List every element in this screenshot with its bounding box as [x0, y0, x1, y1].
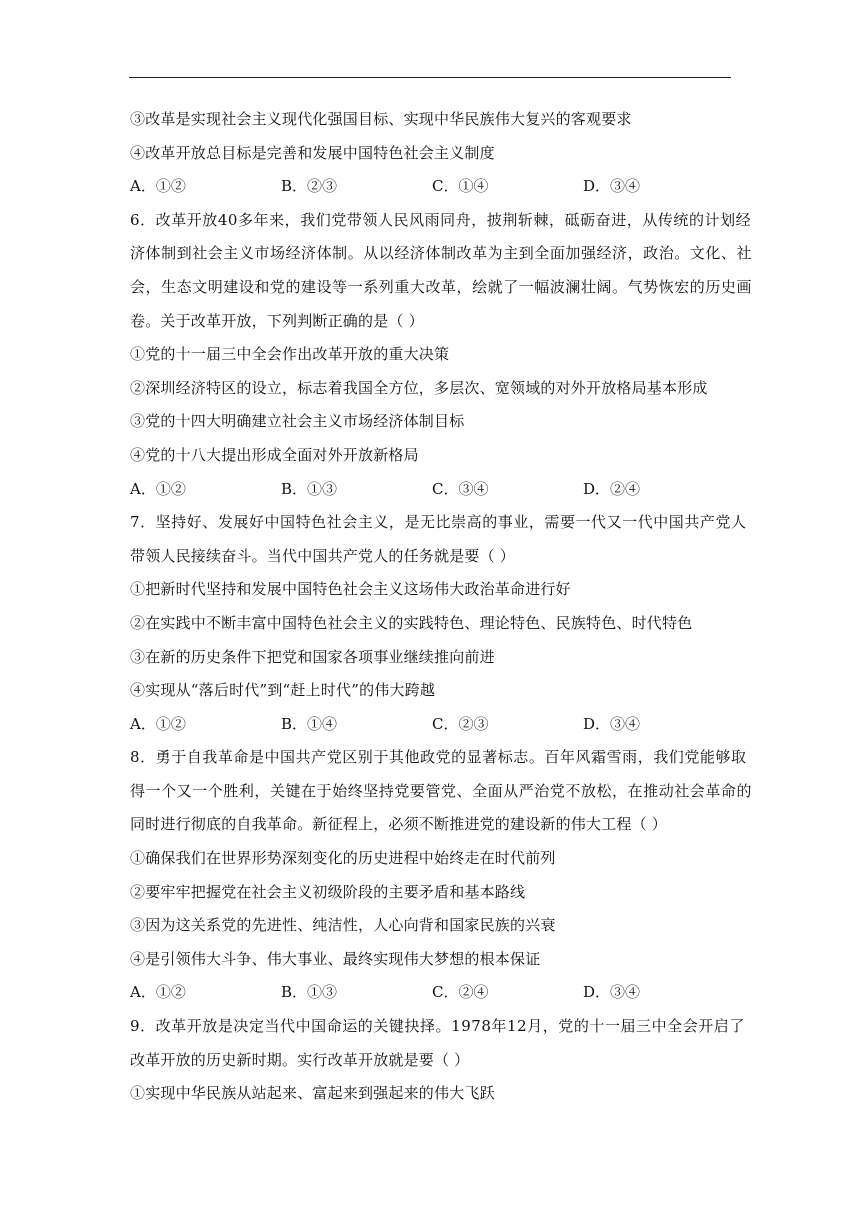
question-stem: 6．改革开放40多年来，我们党带领人民风雨同舟，披荆斩棘，砥砺奋进，从传统的计划经	[130, 210, 752, 229]
option-d: D．②④	[583, 479, 641, 498]
option-b: B．①④	[281, 714, 338, 733]
option-b: B．②③	[281, 177, 338, 196]
option-c: C．①④	[432, 177, 489, 196]
question-stem: 同时进行彻底的自我革命。新征程上，必须不断推进党的建设新的伟大工程（ ）	[130, 815, 667, 834]
question-5-tail	[130, 103, 740, 204]
option-c: C．③④	[432, 479, 489, 498]
option-d: D．③④	[583, 714, 641, 733]
answer-options	[130, 708, 740, 742]
question-stem: 7．坚持好、发展好中国特色社会主义，是无比崇高的事业，需要一代又一代中国共产党人	[130, 513, 747, 532]
answer-options	[130, 473, 740, 507]
statement: ②要牢牢把握党在社会主义初级阶段的主要矛盾和基本路线	[130, 882, 526, 901]
question-stem: 9．改革开放是决定当代中国命运的关键抉择。1978年12月，党的十一届三中全会开启了	[130, 1017, 745, 1036]
statement: ①把新时代坚持和发展中国特色社会主义这场伟大政治革命进行好	[130, 580, 571, 599]
option-a: A．①②	[130, 983, 186, 1002]
question-7	[130, 506, 747, 741]
option-b: B．①③	[281, 983, 338, 1002]
question-stem: 带领人民接续奋斗。当代中国共产党人的任务就是要（ ）	[130, 546, 515, 565]
option-c: C．②④	[432, 983, 489, 1002]
statement: ①确保我们在世界形势深刻变化的历史进程中始终走在时代前列	[130, 849, 556, 868]
statement: ④实现从“落后时代”到“赶上时代”的伟大跨越	[130, 681, 436, 700]
answer-options	[130, 170, 740, 204]
statement: ①党的十一届三中全会作出改革开放的重大决策	[130, 345, 450, 364]
option-b: B．①③	[281, 479, 338, 498]
statement: ③党的十四大明确建立社会主义市场经济体制目标	[130, 412, 465, 431]
statement: ④党的十八大提出形成全面对外开放新格局	[130, 445, 419, 464]
statement: ②深圳经济特区的设立，标志着我国全方位，多层次、宽领域的对外开放格局基本形成	[130, 378, 708, 397]
statement: ①实现中华民族从站起来、富起来到强起来的伟大飞跃	[130, 1084, 495, 1103]
question-stem: 8．勇于自我革命是中国共产党区别于其他政党的显著标志。百年风霜雪雨，我们党能够取	[130, 748, 747, 767]
question-8	[130, 741, 753, 1010]
option-a: A．①②	[130, 177, 186, 196]
statement: ③改革是实现社会主义现代化强国目标、实现中华民族伟大复兴的客观要求	[130, 110, 632, 128]
option-a: A．①②	[130, 479, 186, 498]
question-stem: 得一个又一个胜利，关键在于始终坚持党要管党、全面从严治党不放松，在推动社会革命的	[130, 781, 753, 800]
question-stem: 改革开放的历史新时期。实行改革开放就是要（ ）	[130, 1050, 470, 1069]
question-stem: 卷。关于改革开放，下列判断正确的是（ ）	[130, 311, 424, 330]
question-9	[130, 1010, 745, 1111]
question-6	[130, 204, 753, 506]
document-body	[130, 103, 753, 1111]
option-a: A．①②	[130, 714, 186, 733]
option-c: C．②③	[432, 714, 489, 733]
header-rule	[129, 77, 731, 78]
option-d: D．③④	[583, 983, 641, 1002]
option-d: D．③④	[583, 177, 641, 196]
question-stem: 会，生态文明建设和党的建设等一系列重大改革，绘就了一幅波澜壮阔。气势恢宏的历史画	[130, 277, 753, 296]
statement: ④是引领伟大斗争、伟大事业、最终实现伟大梦想的根本保证	[130, 949, 541, 968]
question-stem: 济体制到社会主义市场经济体制。从以经济体制改革为主到全面加强经济，政治。文化、社	[130, 244, 753, 263]
statement: ④改革开放总目标是完善和发展中国特色社会主义制度	[130, 143, 495, 162]
statement: ②在实践中不断丰富中国特色社会主义的实践特色、理论特色、民族特色、时代特色	[130, 613, 693, 632]
statement: ③因为这关系党的先进性、纯洁性，人心向背和国家民族的兴衰	[130, 916, 556, 935]
answer-options	[130, 976, 740, 1010]
statement: ③在新的历史条件下把党和国家各项事业继续推向前进	[130, 647, 495, 666]
